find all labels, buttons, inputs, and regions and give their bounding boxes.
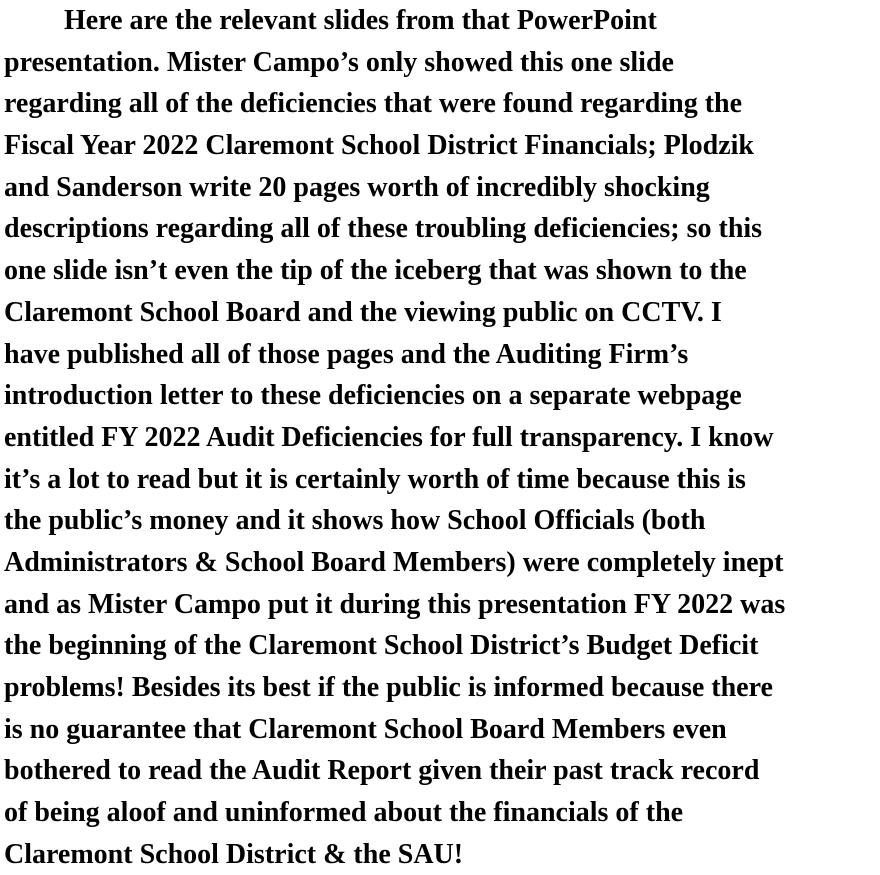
paragraph-line: Here are the relevant slides from that PowerPoint [64,5,657,36]
body-paragraph [4,0,880,875]
paragraph-line: have published all of those pages and the Auditing Firm’s [4,338,689,370]
paragraph-line: problems! Besides its best if the public is informed because there [4,672,773,703]
paragraph-line: is no guarantee that Claremont School Board Members even [4,713,727,745]
paragraph-line: and Sanderson write 20 pages worth of incredibly shocking [4,171,710,203]
paragraph-line: entitled FY 2022 Audit Deficiencies for full transparency. I know [4,421,774,453]
paragraph-line: introduction letter to these deficiencies on a separate webpage [4,380,742,412]
paragraph-line: regarding all of the deficiencies that were found regarding the [4,88,743,120]
paragraph-line: the beginning of the Claremont School District’s Budget Deficit [4,630,759,662]
paragraph-line: presentation. Mister Campo’s only showed this one slide [4,46,674,78]
paragraph-line: descriptions regarding all of these troubling deficiencies; so this [4,213,763,245]
paragraph-line: Administrators & School Board Members) were completely inept [4,546,784,578]
paragraph-line: it’s a lot to read but it is certainly worth of time because this is [4,463,746,495]
paragraph-line: Fiscal Year 2022 Claremont School District Financials; Plodzik [4,130,754,162]
paragraph-line: one slide isn’t even the tip of the iceberg that was shown to the [4,255,747,287]
paragraph-line: Claremont School District & the SAU! [4,838,464,870]
paragraph-line: and as Mister Campo put it during this presentation FY 2022 was [4,588,786,620]
paragraph-line: Claremont School Board and the viewing public on CCTV. I [4,296,722,328]
paragraph-line: the public’s money and it shows how School Officials (both [4,505,706,537]
paragraph-line: bothered to read the Audit Report given their past track record [4,755,760,787]
paragraph-line: of being aloof and uninformed about the financials of the [4,797,684,829]
